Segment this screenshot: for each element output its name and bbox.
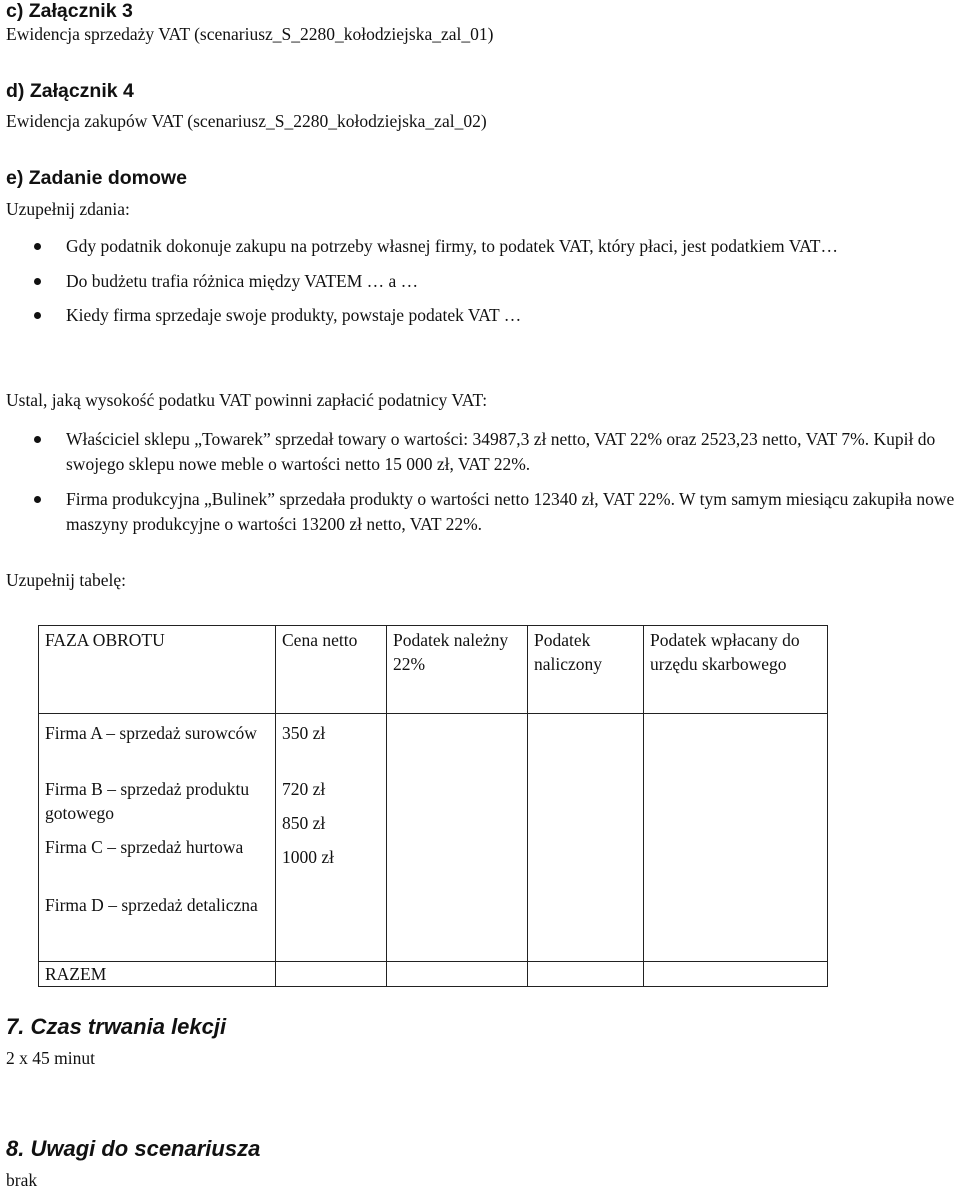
input-vat-cell [528,714,644,962]
bullet-icon [34,243,41,250]
table-header-row [39,626,828,714]
bullet-icon [34,278,41,285]
section-8-heading: 8. Uwagi do scenariusza [6,1136,261,1161]
fill-in-sentences-list [6,234,956,328]
total-net-cell [276,962,387,987]
section-e-intro: Uzupełnij zdania: [6,199,130,219]
bullet-icon [34,312,41,319]
table-intro: Uzupełnij tabelę: [6,570,127,590]
section-e-heading: e) Zadanie domowe [6,167,187,189]
header-input-vat: Podatek naliczony [528,626,644,714]
section-8-text: brak [6,1170,38,1190]
task-list [6,427,956,537]
section-c-text: Ewidencja sprzedaży VAT (scenariusz_S_2280_kołodziejska_zal_01) [6,24,494,44]
phases-cell [39,714,276,962]
list-item: Kiedy firma sprzedaje swoje produkty, powstaje podatek VAT … [6,303,956,328]
output-vat-cell [387,714,528,962]
phase-a: Firma A – sprzedaż surowców [45,723,257,743]
phase-b: Firma B – sprzedaż produktu gotowego [45,779,250,823]
table-total-row [39,962,828,987]
phase-d: Firma D – sprzedaż detaliczna [45,895,258,915]
section-7-text: 2 x 45 minut [6,1048,95,1068]
task-intro: Ustal, jaką wysokość podatku VAT powinni zapłacić podatnicy VAT: [6,390,488,410]
section-d-heading: d) Załącznik 4 [6,80,134,102]
list-item: Firma produkcyjna „Bulinek” sprzedała produkty o wartości netto 12340 zł, VAT 22%. W tym samym miesiącu zakupiła nowe maszyny produkcyjne o wartości 13200 zł netto, VAT 22%. [6,487,956,537]
header-vat-paid: Podatek wpłacany do urzędu skarbowego [644,626,828,714]
bullet-icon [34,496,41,503]
list-item: Do budżetu trafia różnica między VATEM … a … [6,269,956,294]
list-item: Właściciel sklepu „Towarek” sprzedał towary o wartości: 34987,3 zł netto, VAT 22% oraz 2523,23 netto, VAT 7%. Kupił do swojego sklepu nowe meble o wartości netto 15 000 zł, VAT 22%. [6,427,956,477]
header-net-price: Cena netto [276,626,387,714]
price-a: 350 zł [282,723,326,743]
bullet-icon [34,436,41,443]
vat-table [38,625,828,987]
total-label: RAZEM [39,962,276,987]
list-item: Gdy podatnik dokonuje zakupu na potrzeby własnej firmy, to podatek VAT, który płaci, jest podatkiem VAT… [6,234,956,259]
vat-paid-cell [644,714,828,962]
section-7-heading: 7. Czas trwania lekcji [6,1014,227,1039]
prices-cell [276,714,387,962]
header-output-vat: Podatek należny 22% [387,626,528,714]
header-phase: FAZA OBROTU [39,626,276,714]
total-input-cell [528,962,644,987]
price-b: 720 zł [282,779,326,799]
section-d-text: Ewidencja zakupów VAT (scenariusz_S_2280_kołodziejska_zal_02) [6,111,487,131]
section-c-heading: c) Załącznik 3 [6,0,133,22]
price-c: 850 zł [282,813,326,833]
total-output-cell [387,962,528,987]
price-d: 1000 zł [282,847,335,867]
table-row [39,714,828,962]
phase-c: Firma C – sprzedaż hurtowa [45,837,244,857]
total-paid-cell [644,962,828,987]
